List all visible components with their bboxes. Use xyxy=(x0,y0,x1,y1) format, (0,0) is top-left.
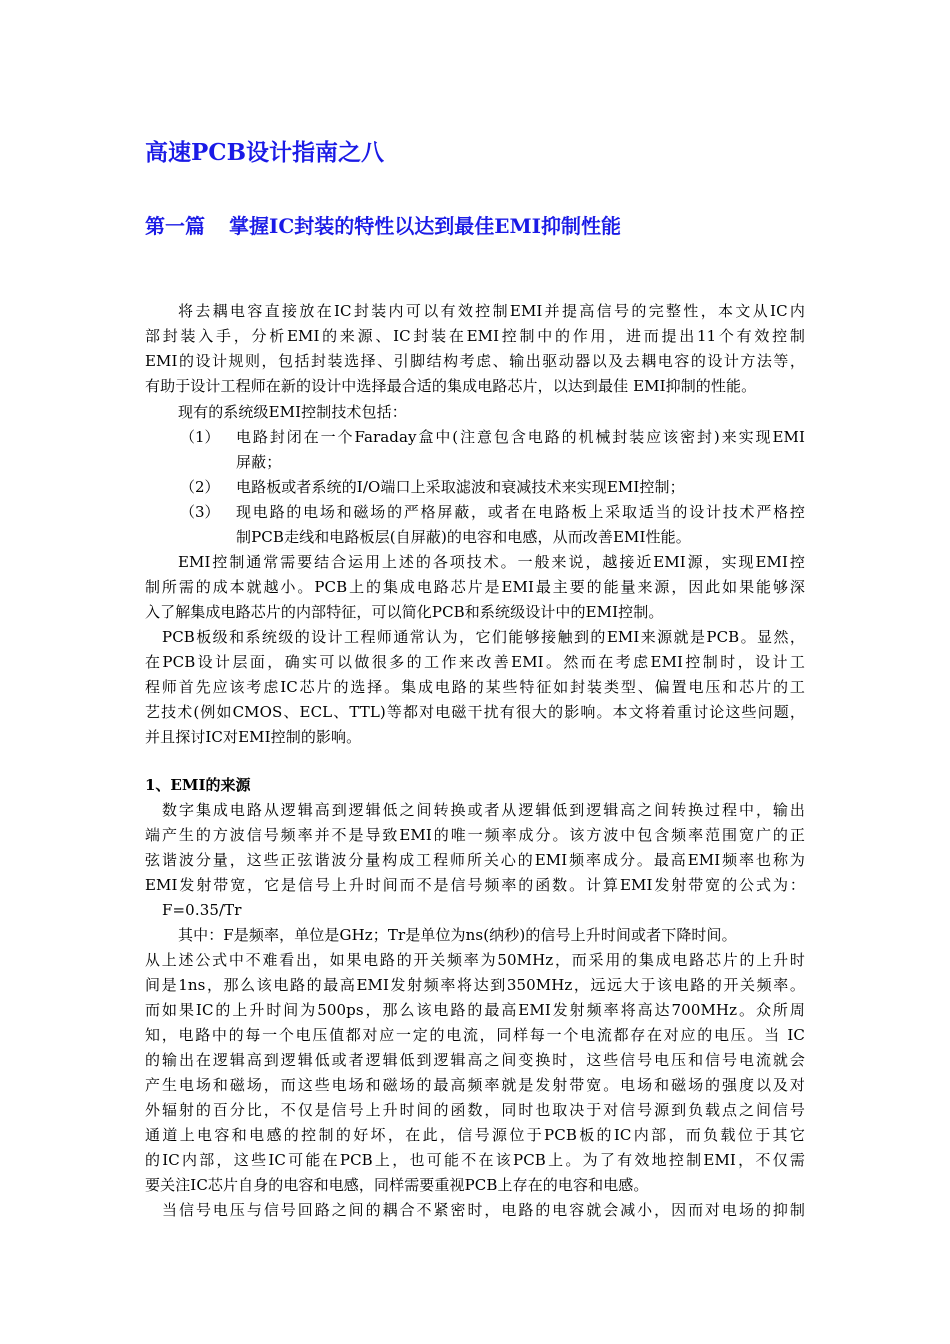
paragraph-line: 在PCB设计层面，确实可以做很多的工作来改善EMI。然而在考虑EMI控制时，设计工 xyxy=(145,653,805,671)
paragraph-line: 知，电路中的每一个电压值都对应一定的电流，同样每一个电流都存在对应的电压。当 IC xyxy=(145,1026,805,1044)
paragraph-line: 产生电场和磁场，而这些电场和磁场的最高频率就是发射带宽。电场和磁场的强度以及对 xyxy=(145,1076,805,1094)
paragraph-line: 有助于设计工程师在新的设计中选择最合适的集成电路芯片，以达到最佳 EMI抑制的性能。 xyxy=(145,377,757,395)
list-label: （1） xyxy=(180,428,220,446)
chapter-heading xyxy=(145,210,621,239)
paragraph-line: 制所需的成本就越小。PCB上的集成电路芯片是EMI最主要的能量来源，因此如果能够深 xyxy=(145,578,805,596)
paragraph-line: 将去耦电容直接放在IC封装内可以有效控制EMI并提高信号的完整性，本文从IC内 xyxy=(178,302,805,320)
paragraph-line: 外辐射的百分比，不仅是信号上升时间的函数，同时也取决于对信号源到负载点之间信号 xyxy=(145,1101,805,1119)
paragraph-line: 数字集成电路从逻辑高到逻辑低之间转换或者从逻辑低到逻辑高之间转换过程中，输出 xyxy=(162,801,805,819)
paragraph-line: 的IC内部，这些IC可能在PCB上，也可能不在该PCB上。为了有效地控制EMI，不仅需 xyxy=(145,1151,805,1169)
paragraph-line: 部封装入手，分析EMI的来源、IC封装在EMI控制中的作用，进而提出11个有效控制 xyxy=(145,327,805,345)
paragraph-line: 入了解集成电路芯片的内部特征，可以简化PCB和系统级设计中的EMI控制。 xyxy=(145,603,664,621)
section-heading: 1、EMI的来源 xyxy=(145,776,251,794)
list-item-line: 现电路的电场和磁场的严格屏蔽，或者在电路板上采取适当的设计技术严格控 xyxy=(236,503,805,521)
paragraph-line: EMI发射带宽，它是信号上升时间而不是信号频率的函数。计算EMI发射带宽的公式为： xyxy=(145,876,805,894)
paragraph-line: 并且探讨IC对EMI控制的影响。 xyxy=(145,728,362,746)
document-title: 高速PCB设计指南之八 xyxy=(145,139,385,166)
paragraph-line: 间是1ns，那么该电路的最高EMI发射频率将达到350MHz，远远大于该电路的开关频率。 xyxy=(145,976,805,994)
paragraph-line: 从上述公式中不难看出，如果电路的开关频率为50MHz，而采用的集成电路芯片的上升时 xyxy=(145,951,805,969)
paragraph-line: 现有的系统级EMI控制技术包括： xyxy=(178,403,407,421)
list-label: （2） xyxy=(180,478,220,496)
paragraph-line: PCB板级和系统级的设计工程师通常认为，它们能够接触到的EMI来源就是PCB。显然， xyxy=(162,628,805,646)
chapter-title: 掌握IC封装的特性以达到最佳EMI抑制性能 xyxy=(229,214,622,238)
list-item-line: 制PCB走线和电路板层(自屏蔽)的电容和电感，从而改善EMI性能。 xyxy=(236,528,691,546)
chapter-label: 第一篇 xyxy=(145,214,205,238)
paragraph-line: 弦谐波分量，这些正弦谐波分量构成工程师所关心的EMI频率成分。最高EMI频率也称为 xyxy=(145,851,805,869)
paragraph-line: 程师首先应该考虑IC芯片的选择。集成电路的某些特征如封装类型、偏置电压和芯片的工 xyxy=(145,678,805,696)
paragraph-line: 其中：F是频率，单位是GHz；Tr是单位为ns(纳秒)的信号上升时间或者下降时间。 xyxy=(178,926,737,944)
list-label: （3） xyxy=(180,503,220,521)
paragraph-line: EMI的设计规则，包括封装选择、引脚结构考虑、输出驱动器以及去耦电容的设计方法等， xyxy=(145,352,805,370)
formula: F=0.35/Tr xyxy=(162,901,242,919)
paragraph-line: 而如果IC的上升时间为500ps，那么该电路的最高EMI发射频率将高达700MHz。众所周 xyxy=(145,1001,805,1019)
paragraph-line: 艺技术(例如CMOS、ECL、TTL)等都对电磁干扰有很大的影响。本文将着重讨论这些问题， xyxy=(145,703,805,721)
paragraph-line: 通道上电容和电感的控制的好坏，在此，信号源位于PCB板的IC内部，而负载位于其它 xyxy=(145,1126,805,1144)
paragraph-line: 端产生的方波信号频率并不是导致EMI的唯一频率成分。该方波中包含频率范围宽广的正 xyxy=(145,826,805,844)
list-item-line: 电路封闭在一个Faraday盒中(注意包含电路的机械封装应该密封)来实现EMI xyxy=(236,428,805,446)
list-item-line: 电路板或者系统的I/O端口上采取滤波和衰减技术来实现EMI控制； xyxy=(236,478,685,496)
paragraph-line: 的输出在逻辑高到逻辑低或者逻辑低到逻辑高之间变换时，这些信号电压和信号电流就会 xyxy=(145,1051,805,1069)
paragraph-line: 当信号电压与信号回路之间的耦合不紧密时，电路的电容就会减小，因而对电场的抑制 xyxy=(162,1201,805,1219)
paragraph-line: 要关注IC芯片自身的电容和电感，同样需要重视PCB上存在的电容和电感。 xyxy=(145,1176,649,1194)
paragraph-line: EMI控制通常需要结合运用上述的各项技术。一般来说，越接近EMI源，实现EMI控 xyxy=(178,553,805,571)
list-item-line: 屏蔽； xyxy=(236,453,282,471)
